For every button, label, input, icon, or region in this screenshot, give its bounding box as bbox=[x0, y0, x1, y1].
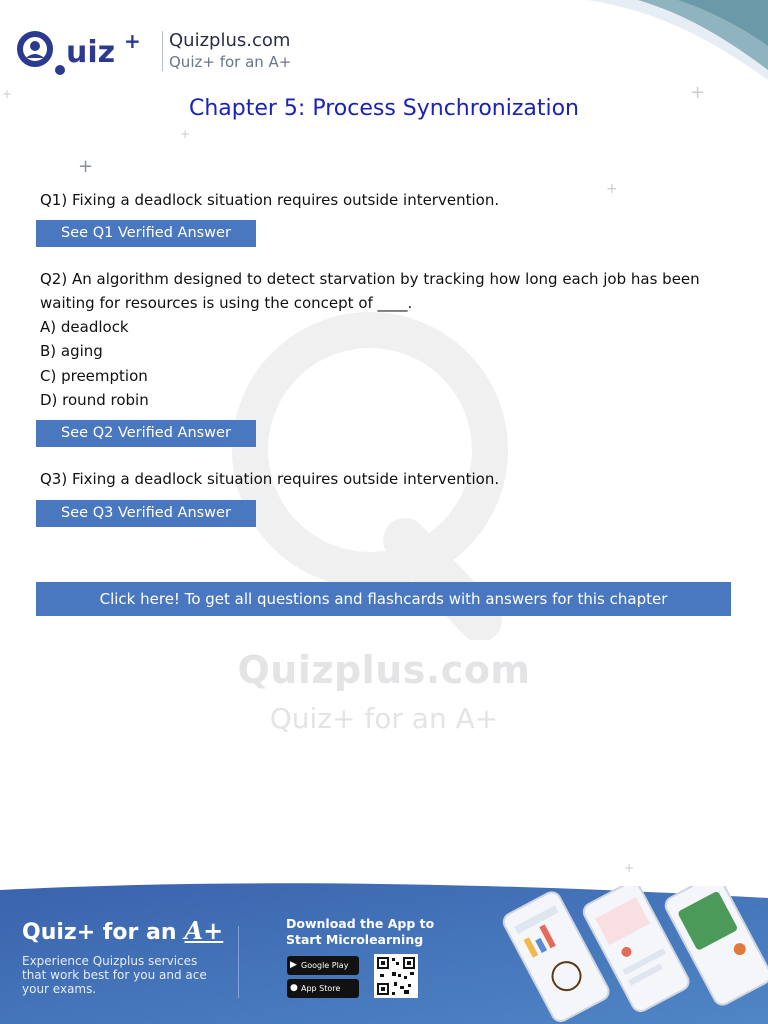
google-play-badge[interactable] bbox=[287, 956, 359, 975]
q1-answer-button[interactable]: See Q1 Verified Answer bbox=[36, 220, 256, 247]
chapter-title: Chapter 5: Process Synchronization bbox=[188, 96, 580, 121]
logo-site-name: Quizplus.com bbox=[169, 30, 291, 51]
question-1-text: Q1) Fixing a deadlock situation requires outside intervention. bbox=[40, 191, 500, 209]
qr-code-icon[interactable] bbox=[374, 954, 418, 998]
watermark-subtitle: Quiz+ for an A+ bbox=[269, 702, 499, 735]
footer-description: Experience Quizplus services that work best for you and ace your exams. bbox=[22, 954, 207, 996]
logo-divider bbox=[162, 31, 163, 71]
footer-brand-aplus: A+ bbox=[184, 916, 224, 945]
quizplus-logo-icon bbox=[16, 26, 156, 76]
svg-text:uiz: uiz bbox=[66, 35, 116, 70]
question-2-text-line1: Q2) An algorithm designed to detect starvation by tracking how long each job has been bbox=[40, 270, 700, 288]
logo-tagline: Quiz+ for an A+ bbox=[169, 53, 292, 71]
q2-answer-button[interactable]: See Q2 Verified Answer bbox=[36, 420, 256, 447]
footer-brand-text: Quiz+ for an bbox=[22, 920, 177, 945]
app-store-badge[interactable] bbox=[287, 979, 359, 998]
plus-decoration-icon: + bbox=[2, 87, 13, 101]
plus-decoration-icon: + bbox=[690, 82, 706, 103]
google-play-label: Google Play bbox=[301, 961, 349, 970]
plus-decoration-icon: + bbox=[78, 156, 94, 177]
all-questions-cta-button[interactable]: Click here! To get all questions and flashcards with answers for this chapter bbox=[36, 582, 731, 616]
question-3-text: Q3) Fixing a deadlock situation requires outside intervention. bbox=[40, 470, 500, 488]
apple-icon: ● bbox=[290, 983, 298, 993]
watermark-title: Quizplus.com bbox=[237, 648, 531, 692]
footer-divider bbox=[238, 926, 239, 998]
q2-option-d: D) round robin bbox=[40, 391, 149, 409]
app-store-label: App Store bbox=[301, 984, 341, 993]
q2-option-a: A) deadlock bbox=[40, 318, 129, 336]
footer-download-text: Download the App to Start Microlearning bbox=[286, 916, 435, 947]
app-phones-illustration bbox=[500, 886, 768, 1024]
play-store-icon: ▶ bbox=[290, 960, 297, 970]
plus-decoration-icon: + bbox=[180, 127, 191, 141]
q3-answer-button[interactable]: See Q3 Verified Answer bbox=[36, 500, 256, 527]
q2-option-b: B) aging bbox=[40, 342, 103, 360]
site-logo[interactable] bbox=[16, 26, 291, 76]
svg-text:+: + bbox=[124, 29, 141, 53]
plus-decoration-icon: + bbox=[624, 861, 635, 875]
question-2-text-line2: waiting for resources is using the concept of ____. bbox=[40, 294, 413, 312]
q2-option-c: C) preemption bbox=[40, 367, 148, 385]
plus-decoration-icon: + bbox=[606, 181, 618, 197]
footer-brand bbox=[22, 916, 223, 945]
